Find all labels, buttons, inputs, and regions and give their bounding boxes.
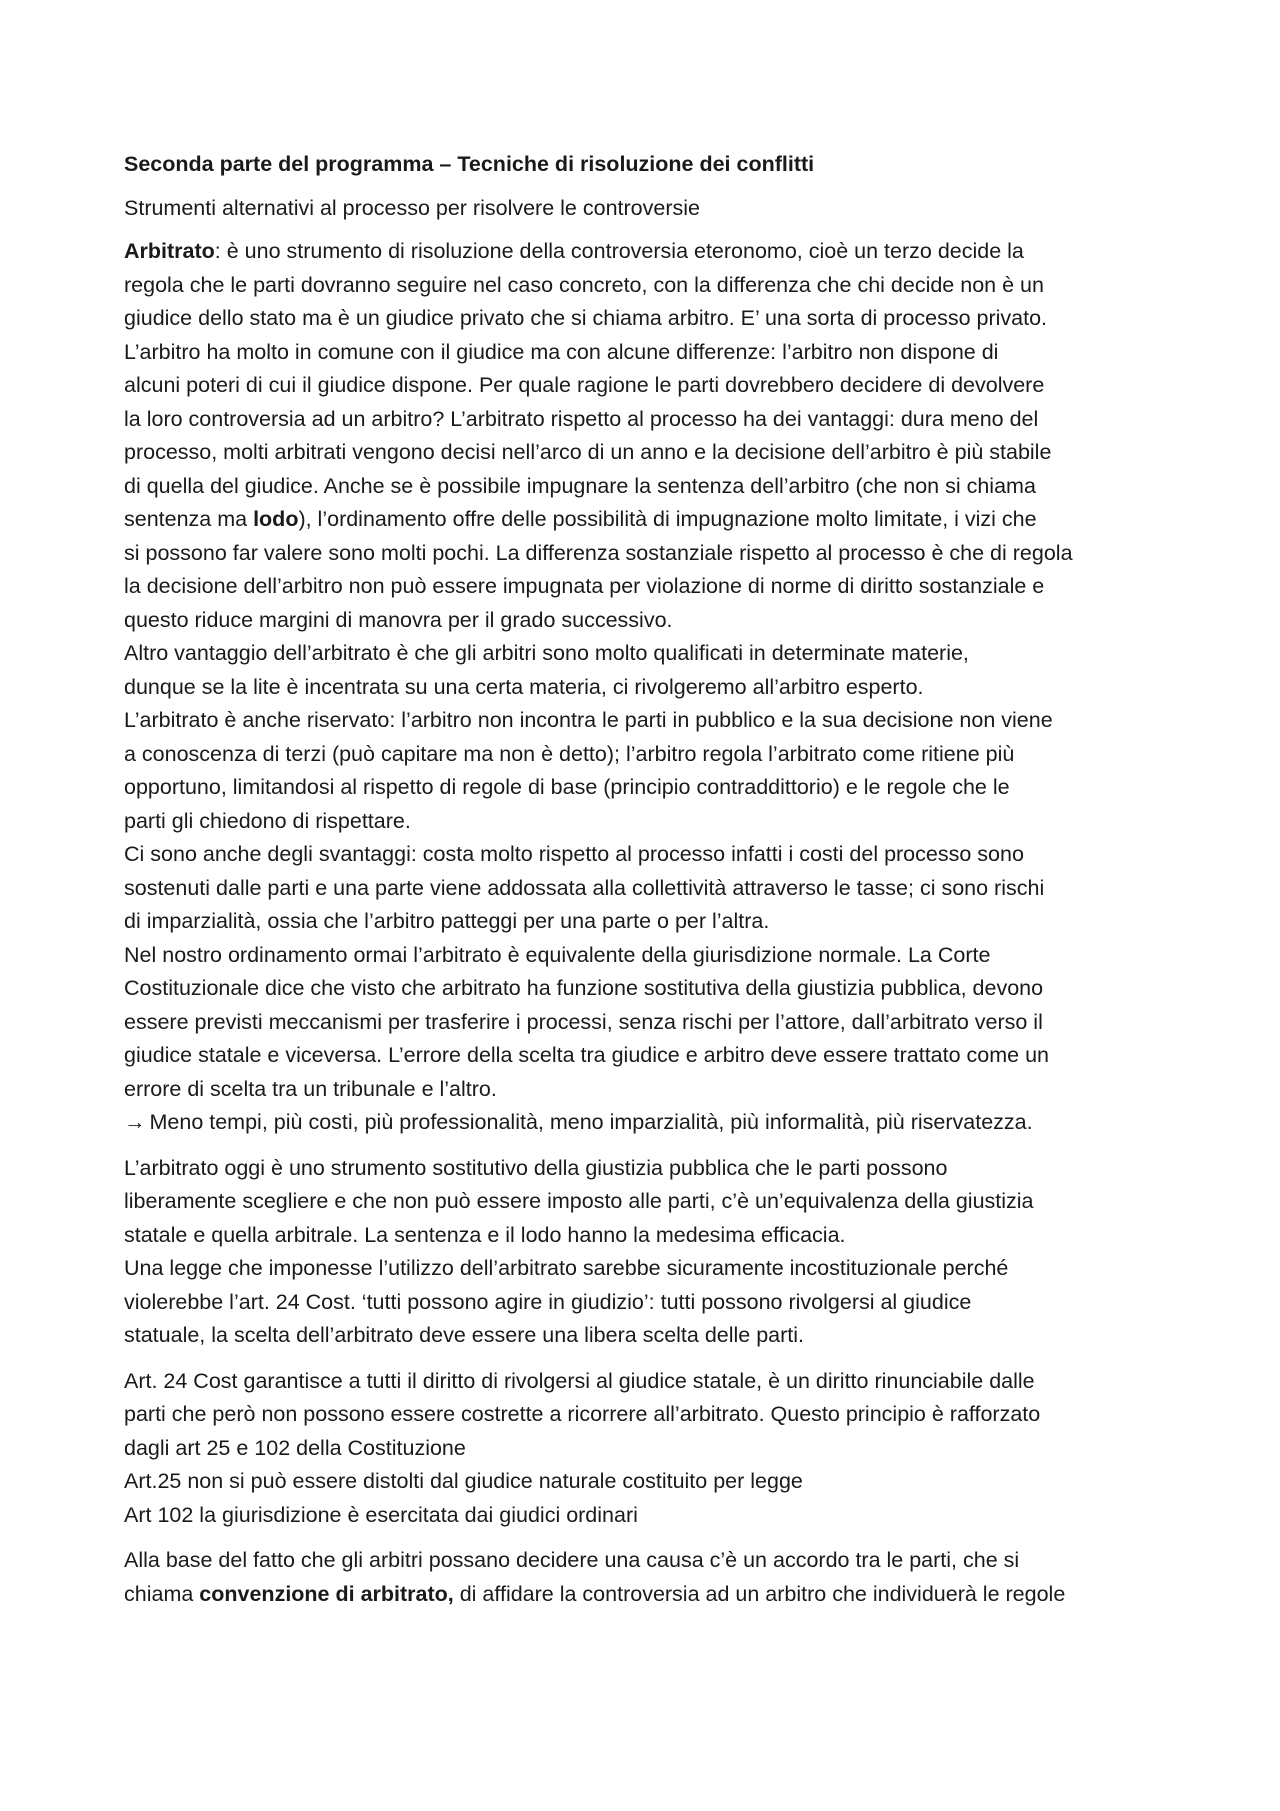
text-line: la loro controversia ad un arbitro? L’arbitrato rispetto al processo ha dei vantaggi: dura meno del bbox=[124, 406, 1039, 431]
term-lodo: lodo bbox=[253, 507, 299, 531]
text-line: liberamente scegliere e che non può essere imposto alle parti, c’è un’equivalenza della giustizia bbox=[124, 1189, 1034, 1213]
paragraph-convenzione bbox=[124, 1544, 1184, 1611]
text-line bbox=[124, 1578, 1184, 1612]
text-line: statuale, la scelta dell’arbitrato deve essere una libera scelta delle parti. bbox=[124, 1323, 805, 1347]
text-span: sentenza ma bbox=[124, 507, 254, 531]
text-line: giudice statale e viceversa. L’errore della scelta tra giudice e arbitro deve essere trattato come un bbox=[124, 1043, 1049, 1067]
document-page bbox=[124, 148, 1184, 1623]
text-line: dagli art 25 e 102 della Costituzione bbox=[124, 1435, 466, 1460]
text-span: di affidare la controversia ad un arbitro che individuerà le regole bbox=[453, 1581, 1066, 1606]
text-line: L’arbitrato è anche riservato: l’arbitro non incontra le parti in pubblico e la sua decisione non viene bbox=[124, 708, 1053, 732]
text-line: giudice dello stato ma è un giudice privato che si chiama arbitro. E’ una sorta di processo privato. bbox=[124, 306, 1047, 330]
document-subheading bbox=[124, 192, 1184, 226]
text-line: parti gli chiedono di rispettare. bbox=[124, 808, 411, 833]
text-line: Art.25 non si può essere distolti dal giudice naturale costituito per legge bbox=[124, 1469, 803, 1493]
text-line: Art. 24 Cost garantisce a tutti il diritto di rivolgersi al giudice statale, è un diritto rinunciabile dalle bbox=[124, 1368, 1035, 1393]
paragraph-sostitutivo bbox=[124, 1152, 1184, 1353]
text-line: di quella del giudice. Anche se è possibile impugnare la sentenza dell’arbitro (che non si chiama bbox=[124, 473, 1036, 498]
text-line: dunque se la lite è incentrata su una certa materia, ci rivolgeremo all’arbitro esperto. bbox=[124, 674, 924, 699]
text-line: L’arbitrato oggi è uno strumento sostitutivo della giustizia pubblica che le parti possono bbox=[124, 1155, 948, 1180]
text-line: L’arbitro ha molto in comune con il giudice ma con alcune differenze: l’arbitro non dispone di bbox=[124, 339, 999, 364]
text-line: Art 102 la giurisdizione è esercitata dai giudici ordinari bbox=[124, 1502, 638, 1527]
text-line bbox=[124, 503, 1184, 537]
text-line: opportuno, limitandosi al rispetto di regole di base (principio contraddittorio) e le regole che le bbox=[124, 775, 1010, 799]
text-line: sostenuti dalle parti e una parte viene addossata alla collettività attraverso le tasse; ci sono rischi bbox=[124, 875, 1045, 900]
text-line: Costituzionale dice che visto che arbitrato ha funzione sostitutiva della giustizia pubblica, devono bbox=[124, 976, 1044, 1000]
heading-text: Seconda parte del programma – Tecniche di risoluzione dei conflitti bbox=[124, 152, 815, 176]
text-line: si possono far valere sono molti pochi. La differenza sostanziale rispetto al processo è che di regola bbox=[124, 540, 1073, 565]
text-line: errore di scelta tra un tribunale e l’altro. bbox=[124, 1076, 497, 1101]
text-line: Nel nostro ordinamento ormai l’arbitrato è equivalente della giurisdizione normale. La Corte bbox=[124, 942, 991, 967]
text-line: parti che però non possono essere costrette a ricorrere all’arbitrato. Questo principio è rafforzato bbox=[124, 1402, 1041, 1426]
text-line: statale e quella arbitrale. La sentenza e il lodo hanno la medesima efficacia. bbox=[124, 1222, 846, 1247]
term-convenzione: convenzione di arbitrato, bbox=[199, 1581, 454, 1606]
text-span: ), l’ordinamento offre delle possibilità di impugnazione molto limitate, i vizi che bbox=[298, 507, 1037, 531]
text-line: violerebbe l’art. 24 Cost. ‘tutti possono agire in giudizio’: tutti possono rivolgersi al giudice bbox=[124, 1289, 972, 1314]
text-line: essere previsti meccanismi per trasferire i processi, senza rischi per l’attore, dall’arbitrato verso il bbox=[124, 1009, 1043, 1034]
text-line: a conoscenza di terzi (può capitare ma non è detto); l’arbitro regola l’arbitrato come ritiene più bbox=[124, 741, 1015, 766]
arrow-right-icon: → bbox=[124, 1110, 146, 1134]
text-line: Alla base del fatto che gli arbitri possano decidere una causa c’è un accordo tra le parti, che si bbox=[124, 1548, 1020, 1572]
text-line: processo, molti arbitrati vengono decisi nell’arco di un anno e la decisione dell’arbitro è più stabile bbox=[124, 440, 1052, 464]
text-line bbox=[124, 235, 1184, 269]
summary-line bbox=[124, 1106, 1184, 1140]
text-line: regola che le parti dovranno seguire nel caso concreto, con la differenza che chi decide non è un bbox=[124, 272, 1044, 297]
text-line: la decisione dell’arbitro non può essere impugnata per violazione di norme di diritto sostanziale e bbox=[124, 574, 1045, 598]
paragraph-art24 bbox=[124, 1365, 1184, 1533]
text-line: Una legge che imponesse l’utilizzo dell’arbitrato sarebbe sicuramente incostituzionale perché bbox=[124, 1256, 1009, 1280]
paragraph-arbitrato bbox=[124, 235, 1184, 1140]
text-span: : è uno strumento di risoluzione della controversia eteronomo, cioè un terzo decide la bbox=[214, 239, 1024, 263]
text-line: questo riduce margini di manovra per il grado successivo. bbox=[124, 607, 673, 632]
text-line: di imparzialità, ossia che l’arbitro patteggi per una parte o per l’altra. bbox=[124, 909, 770, 933]
text-line: Ci sono anche degli svantaggi: costa molto rispetto al processo infatti i costi del processo sono bbox=[124, 842, 1024, 866]
text-line: Altro vantaggio dell’arbitrato è che gli arbitri sono molto qualificati in determinate materie, bbox=[124, 641, 969, 665]
document-heading bbox=[124, 148, 1184, 182]
text-line: alcuni poteri di cui il giudice dispone. Per quale ragione le parti dovrebbero decidere di devolvere bbox=[124, 373, 1045, 397]
term-arbitrato: Arbitrato bbox=[124, 239, 215, 263]
text-span: chiama bbox=[124, 1581, 200, 1606]
text-span: Meno tempi, più costi, più professionalità, meno imparzialità, più informalità, più riservatezza. bbox=[149, 1110, 1033, 1134]
subheading-text: Strumenti alternativi al processo per risolvere le controversie bbox=[124, 195, 700, 220]
